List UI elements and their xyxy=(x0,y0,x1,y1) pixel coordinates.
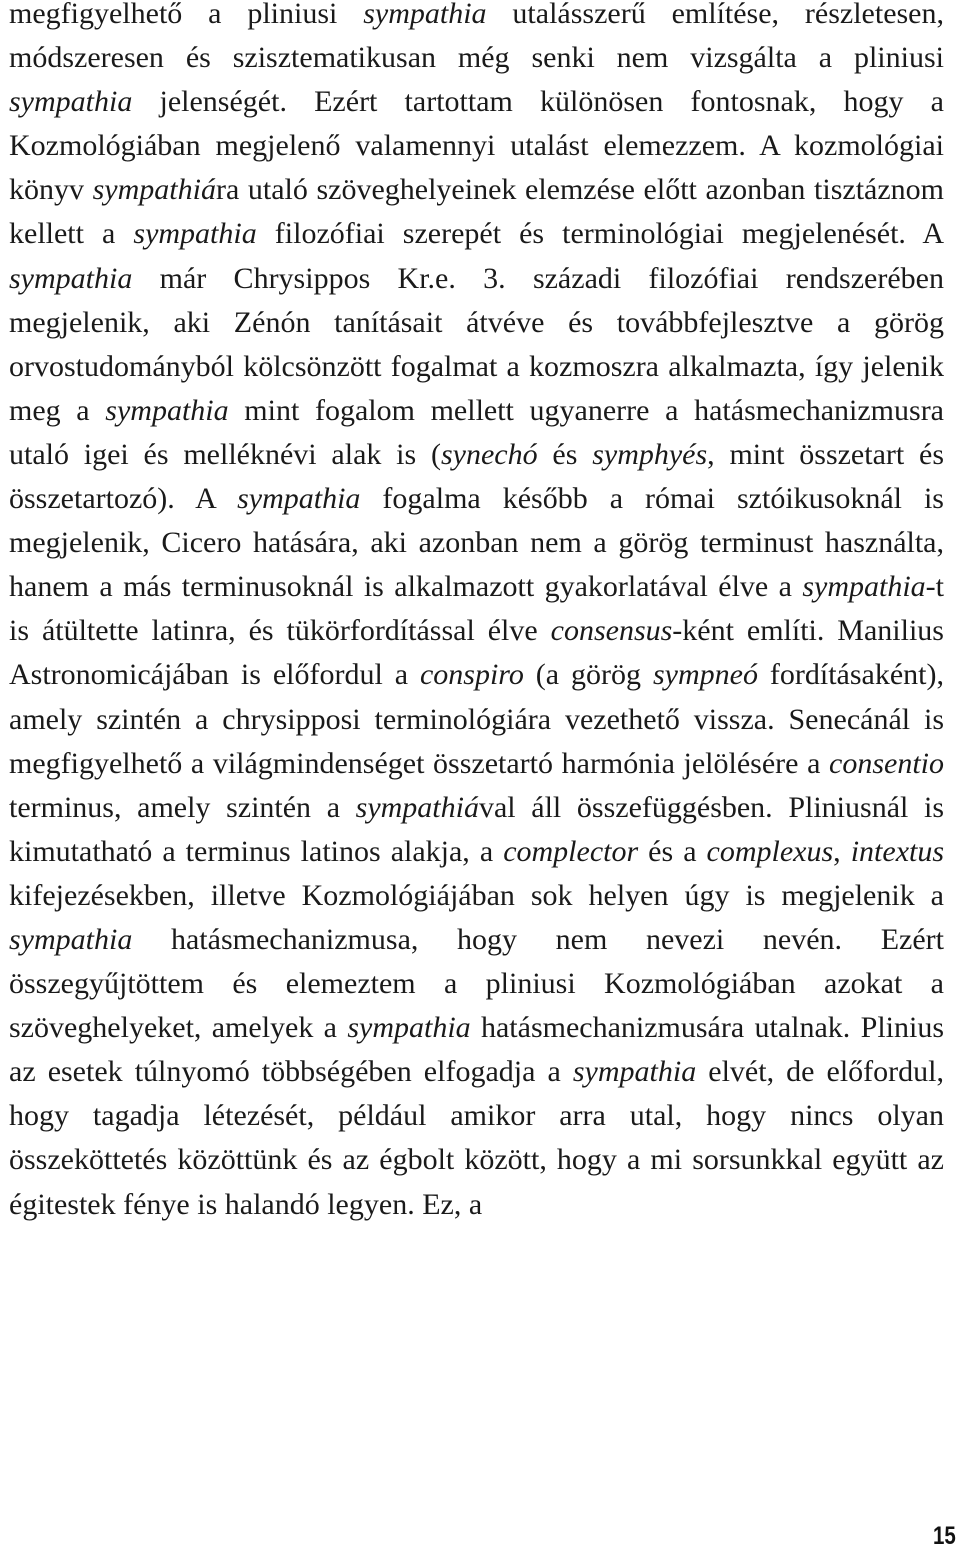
italic-term: sympneó xyxy=(652,658,758,692)
italic-term: consentio xyxy=(829,746,944,780)
text-run: , xyxy=(833,834,851,868)
italic-term: sympathia xyxy=(363,0,487,30)
italic-term: symphyés xyxy=(592,437,708,471)
italic-term: intextus xyxy=(850,834,945,868)
text-run: fogalma később a római sztóikusoknál is megjelenik, Cicero hatására, aki azonban nem a görög terminust használta, hanem a más terminusoknál is alkalmazott gyakorlatával élve a xyxy=(9,482,944,604)
text-run: hatásmechanizmusára utalnak. Plinius az esetek túlnyomó többségében elfogadja a xyxy=(9,1011,944,1089)
text-run: fordításaként), amely szintén a chrysipposi terminológiára vezethető vissza. Senecánál is megfigyelhető a világmindenséget összetartó harmónia jelölésére a xyxy=(9,658,944,780)
italic-term: sympathia xyxy=(9,261,133,295)
text-run: megfigyelhető a pliniusi xyxy=(9,0,364,30)
page-number: 15 xyxy=(933,1522,956,1550)
italic-term: sympathia xyxy=(347,1011,471,1045)
text-run: hatásmechanizmusa, hogy nem nevezi nevén. Ezért összegyűjtöttem és elemeztem a pliniusi Kozmológiában azokat a szöveghelyeket, amelyek a xyxy=(9,922,944,1045)
text-run: már Chrysippos Kr.e. 3. századi filozófiai rendszerében megjelenik, aki Zénón tanításait átvéve és továbbfejlesztve a görög orvostudományból kölcsönzött fogalmat a kozmoszra alkalmazta, így jelenik meg a xyxy=(9,261,944,427)
italic-term: sympathiá xyxy=(92,173,216,207)
italic-term: conspiro xyxy=(419,658,524,692)
italic-term: sympathia xyxy=(133,217,257,251)
text-run: , mint összetart és összetartozó). A xyxy=(9,437,945,516)
text-run: utalásszerű említése, részletesen, módszeresen és szisztematikusan még senki nem vizsgálta a pliniusi xyxy=(9,0,944,75)
italic-term: synechó xyxy=(440,437,538,471)
text-run: (a görög xyxy=(523,658,653,692)
body-paragraph xyxy=(9,0,944,1227)
text-run: filozófiai szerepét és terminológiai megjelenését. A xyxy=(256,217,944,251)
text-run: -t is átültette latinra, és tükörfordítással élve xyxy=(9,570,944,648)
text-run: és a xyxy=(638,834,707,868)
italic-term: complector xyxy=(503,834,639,868)
italic-term: sympathia xyxy=(802,570,926,604)
italic-term: complexus xyxy=(706,834,834,868)
italic-term: sympathia xyxy=(9,85,133,119)
text-run: val áll összefüggésben. Pliniusnál is kimutatható a terminus latinos alakja, a xyxy=(9,790,944,868)
italic-term: sympathia xyxy=(572,1055,697,1089)
text-run: kifejezésekben, illetve Kozmológiájában sok helyen úgy is megjelenik a xyxy=(9,878,944,912)
italic-term: sympathia xyxy=(237,482,361,516)
text-run: terminus, amely szintén a xyxy=(9,790,356,824)
italic-term: sympathiá xyxy=(355,790,479,824)
italic-term: consensus xyxy=(550,614,673,648)
italic-term: sympathia xyxy=(105,393,229,427)
text-run: -ként említi. Manilius Astronomicájában is előfordul a xyxy=(9,614,944,692)
text-run: mint fogalom mellett ugyanerre a hatásmechanizmusra utaló igei és melléknévi alak is ( xyxy=(9,393,945,471)
italic-term: sympathia xyxy=(9,922,133,956)
text-run: jelenségét. Ezért tartottam különösen fontosnak, hogy a Kozmológiában megjelenő valamennyi utalást elemezzem. A kozmológiai könyv xyxy=(9,85,944,207)
text-run: ra utaló szöveghelyeinek elemzése előtt azonban tisztáznom kellett a xyxy=(9,173,944,251)
text-run: elvét, de előfordul, hogy tagadja létezését, például amikor arra utal, hogy nincs olyan összeköttetés közöttünk és az égbolt között, hogy a mi sorsunkkal együtt az égitestek fénye is halandó legyen. Ez, a xyxy=(9,1055,944,1221)
text-run: és xyxy=(537,437,593,471)
